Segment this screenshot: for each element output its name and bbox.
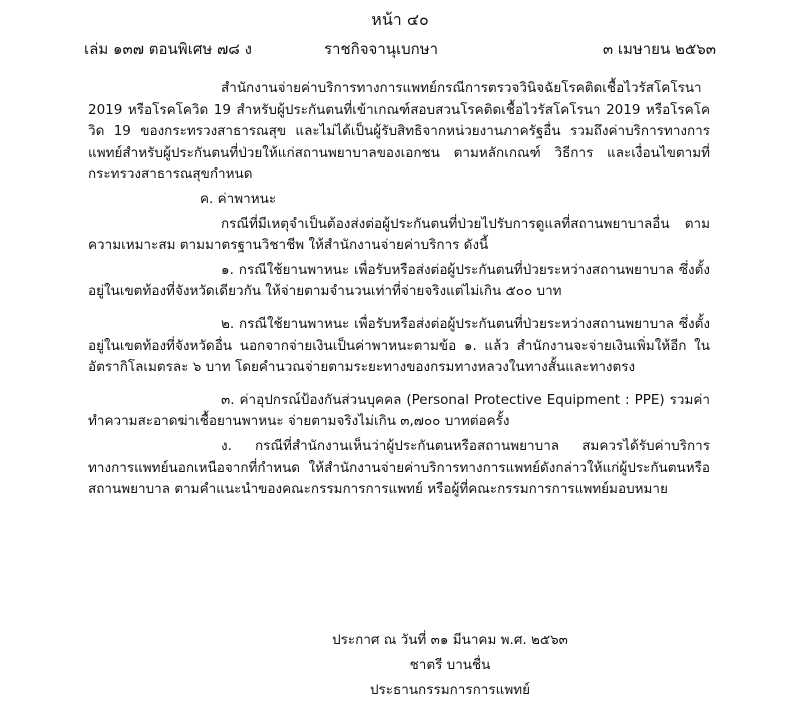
- volume-issue: เล่ม ๑๓๗ ตอนพิเศษ ๗๘ ง: [84, 40, 252, 58]
- section-c-item-3: ๓. ค่าอุปกรณ์ป้องกันส่วนบุคคล (Personal Protective Equipment : PPE) รวมค่าทำความสะอาดฆ่าเชื้อยานพาหนะ จ่ายตามจริงไม่เกิน ๓,๗๐๐ บาทต่อครั้ง: [88, 391, 710, 430]
- publication-date: ๓ เมษายน ๒๕๖๓: [602, 40, 716, 58]
- signatory-position: ประธานกรรมการการแพทย์: [369, 682, 531, 698]
- document-body: [88, 78, 710, 501]
- section-c-item-2: ๒. กรณีใช้ยานพาหนะ เพื่อรับหรือส่งต่อผู้ประกันตนที่ป่วยระหว่างสถานพยาบาล ซึ่งตั้งอยู่ในเขตท้องที่จังหวัดอื่น นอกจากจ่ายเงินเป็นค่าพาหนะตามข้อ ๑. แล้ว สำนักงานจะจ่ายเงินเพิ่มให้อีก ในอัตรากิโลเมตรละ ๖ บาท โดยคำนวณจ่ายตามระยะทางของกรมทางหลวงในทางสั้นและทางตรง: [88, 315, 710, 376]
- section-c-item-1: ๑. กรณีใช้ยานพาหนะ เพื่อรับหรือส่งต่อผู้ประกันตนที่ป่วยระหว่างสถานพยาบาล ซึ่งตั้งอยู่ในเขตท้องที่จังหวัดเดียวกัน ให้จ่ายตามจำนวนเท่าที่จ่ายจริงแต่ไม่เกิน ๕๐๐ บาท: [88, 261, 710, 300]
- announcement-date: ประกาศ ณ วันที่ ๓๑ มีนาคม พ.ศ. ๒๕๖๓: [332, 632, 568, 648]
- section-c-heading: ค. ค่าพาหนะ: [200, 190, 277, 207]
- section-c-intro: กรณีที่มีเหตุจำเป็นต้องส่งต่อผู้ประกันตนที่ป่วยไปรับการดูแลที่สถานพยาบาลอื่น ตามความเหมาะสม ตามมาตรฐานวิชาชีพ ให้สำนักงานจ่ายค่าบริการ ดังนี้: [88, 215, 710, 254]
- signatory-name: ชาตรี บานชื่น: [409, 657, 491, 673]
- section-d-paragraph: ง. กรณีที่สำนักงานเห็นว่าผู้ประกันตนหรือสถานพยาบาล สมควรได้รับค่าบริการทางการแพทย์นอกเหนือจากที่กำหนด ให้สำนักงานจ่ายค่าบริการทางการแพทย์ดังกล่าวให้แก่ผู้ประกันตนหรือสถานพยาบาล ตามคำแนะนำของคณะกรรมการการแพทย์ หรือผู้ที่คณะกรรมการการแพทย์มอบหมาย: [88, 437, 710, 498]
- intro-paragraph: สำนักงานจ่ายค่าบริการทางการแพทย์กรณีการตรวจวินิจฉัยโรคติดเชื้อไวรัสโคโรนา 2019 หรือโรคโควิด 19 สำหรับผู้ประกันตนที่เข้าเกณฑ์สอบสวนโรคติดเชื้อไวรัสโคโรนา 2019 หรือโรคโควิด 19 ของกระทรวงสาธารณสุข และไม่ได้เป็นผู้รับสิทธิจากหน่วยงานภาครัฐอื่น รวมถึงค่าบริการทางการแพทย์สำหรับผู้ประกันตนที่ป่วยให้แก่สถานพยาบาลของเอกชน ตามหลักเกณฑ์ วิธีการ และเงื่อนไขตามที่กระทรวงสาธารณสุขกำหนด: [88, 80, 710, 183]
- publication-name: ราชกิจจานุเบกษา: [324, 40, 439, 58]
- signature-block: [300, 628, 600, 703]
- page-number: หน้า ๔๐: [371, 10, 429, 29]
- running-header: [84, 38, 716, 60]
